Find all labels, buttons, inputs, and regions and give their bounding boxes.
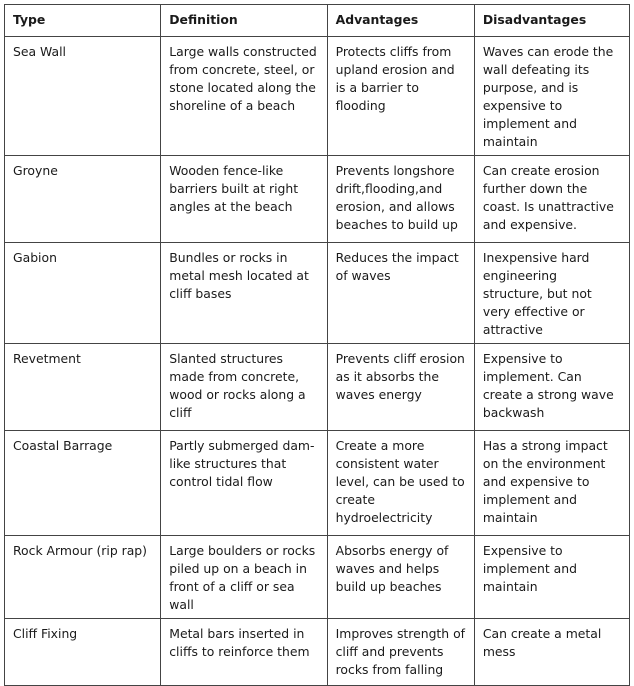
header-disadvantages: Disadvantages <box>474 5 629 37</box>
cell-type: Revetment <box>5 344 161 431</box>
cell-definition: Slanted structures made from concrete, wood or rocks along a cliff <box>161 344 327 431</box>
cell-disadvantages: Expensive to implement and maintain <box>474 536 629 619</box>
cell-disadvantages: Expensive to implement. Can create a strong wave backwash <box>474 344 629 431</box>
table-row <box>5 431 630 536</box>
table-row <box>5 37 630 156</box>
cell-disadvantages: Can create a metal mess <box>474 619 629 686</box>
cell-definition: Bundles or rocks in metal mesh located at cliff bases <box>161 243 327 344</box>
cell-advantages: Create a more consistent water level, can be used to create hydroelectricity <box>327 431 474 536</box>
cell-definition: Wooden fence-like barriers built at right angles at the beach <box>161 156 327 243</box>
cell-advantages: Protects cliffs from upland erosion and is a barrier to flooding <box>327 37 474 156</box>
cell-disadvantages: Inexpensive hard engineering structure, but not very effective or attractive <box>474 243 629 344</box>
coastal-defence-table <box>4 4 630 686</box>
cell-definition: Partly submerged dam-like structures that control tidal flow <box>161 431 327 536</box>
cell-type: Coastal Barrage <box>5 431 161 536</box>
cell-definition: Metal bars inserted in cliffs to reinforce them <box>161 619 327 686</box>
cell-disadvantages: Can create erosion further down the coast. Is unattractive and expensive. <box>474 156 629 243</box>
cell-type: Gabion <box>5 243 161 344</box>
cell-advantages: Reduces the impact of waves <box>327 243 474 344</box>
cell-disadvantages: Has a strong impact on the environment and expensive to implement and maintain <box>474 431 629 536</box>
header-type: Type <box>5 5 161 37</box>
cell-type: Rock Armour (rip rap) <box>5 536 161 619</box>
cell-type: Groyne <box>5 156 161 243</box>
table-row <box>5 156 630 243</box>
cell-definition: Large boulders or rocks piled up on a beach in front of a cliff or sea wall <box>161 536 327 619</box>
cell-type: Sea Wall <box>5 37 161 156</box>
cell-advantages: Prevents cliff erosion as it absorbs the waves energy <box>327 344 474 431</box>
header-advantages: Advantages <box>327 5 474 37</box>
table-row <box>5 536 630 619</box>
cell-type: Cliff Fixing <box>5 619 161 686</box>
cell-advantages: Absorbs energy of waves and helps build up beaches <box>327 536 474 619</box>
cell-disadvantages: Waves can erode the wall defeating its purpose, and is expensive to implement and maintain <box>474 37 629 156</box>
table-row <box>5 243 630 344</box>
cell-advantages: Improves strength of cliff and prevents rocks from falling <box>327 619 474 686</box>
header-definition: Definition <box>161 5 327 37</box>
table-row <box>5 344 630 431</box>
header-row <box>5 5 630 37</box>
cell-definition: Large walls constructed from concrete, steel, or stone located along the shoreline of a beach <box>161 37 327 156</box>
table-row <box>5 619 630 686</box>
cell-advantages: Prevents longshore drift,flooding,and erosion, and allows beaches to build up <box>327 156 474 243</box>
